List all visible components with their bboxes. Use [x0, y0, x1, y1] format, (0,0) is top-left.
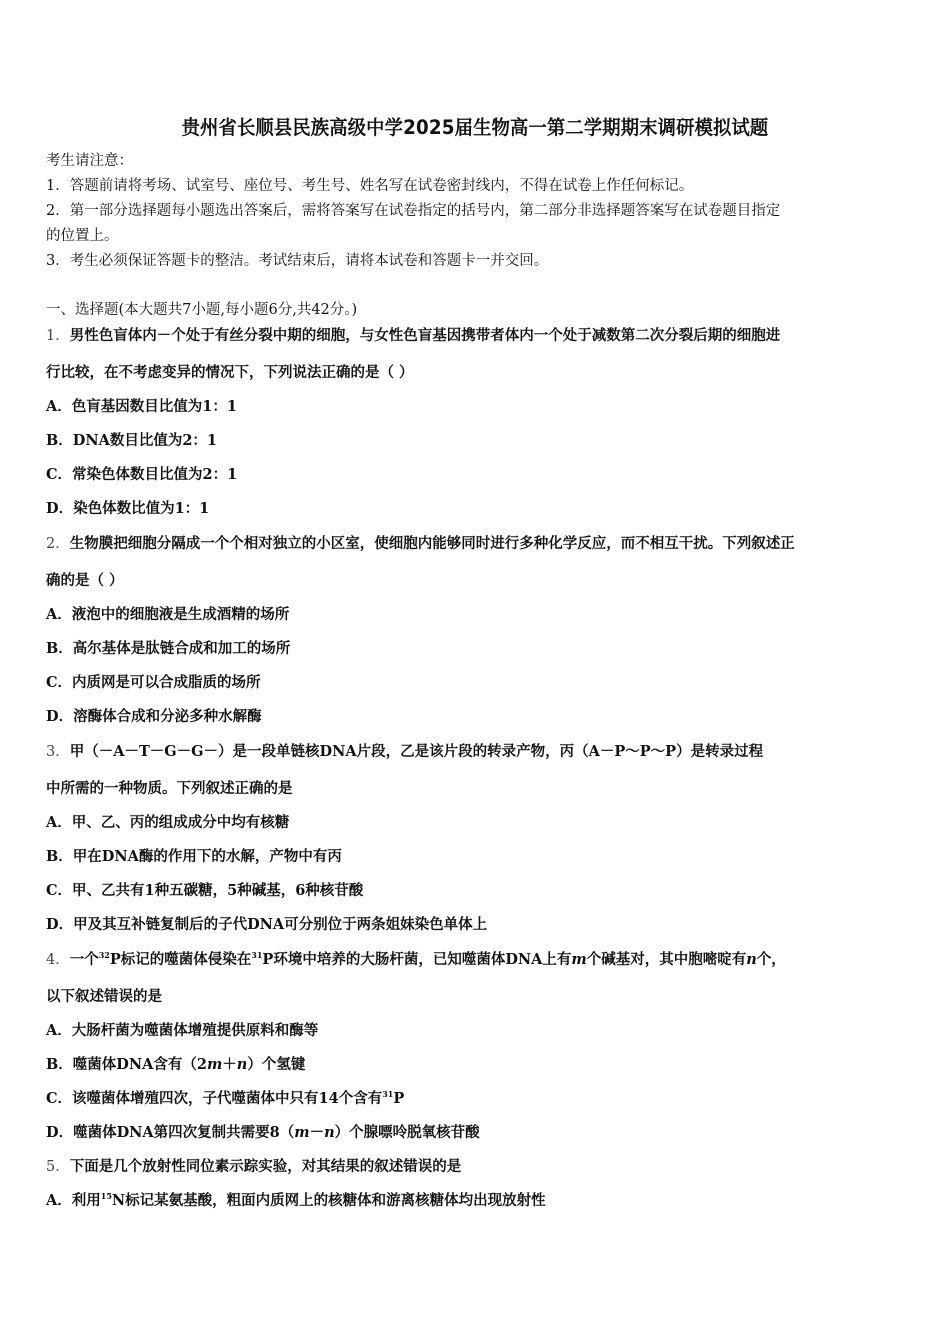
question-5-number: 5． [46, 1159, 70, 1175]
question-3-option-d: D．甲及其互补链复制后的子代DNA可分别位于两条姐妹染色单体上 [46, 916, 488, 933]
variable-m: m [571, 951, 587, 968]
question-4-text-c: P环境中培养的大肠杆菌，已知噬菌体DNA上有 [262, 951, 572, 968]
question-1-stem-line1: 男性色盲体内－个处于有丝分裂中期的细胞，与女性色盲基因携带者体内一个处于减数第二次分裂后期的细胞进 [69, 327, 781, 344]
question-1-option-b: B．DNA数目比值为2：1 [46, 432, 218, 449]
option-d-text-pre: D．噬菌体DNA第四次复制共需要8（ [46, 1124, 295, 1141]
question-4-option-a: A．大肠杆菌为噬菌体增殖提供原料和酶等 [46, 1022, 319, 1039]
question-3-option-c: C．甲、乙共有1种五碳糖，5种碱基，6种核苷酸 [46, 882, 364, 899]
question-1-number: 1． [46, 328, 70, 344]
question-4-stem-line2: 以下叙述错误的是 [46, 988, 162, 1005]
question-4-text-d: 个碱基对，其中胞嘧啶有 [586, 951, 747, 968]
question-1-option-c: C．常染色体数目比值为2：1 [46, 466, 238, 483]
question-4-text-a: 一个 [69, 951, 99, 968]
option-c-text-pre: C．该噬菌体增殖四次，子代噬菌体中只有14个含有 [46, 1090, 383, 1107]
question-1-stem-line2: 行比较，在不考虑变异的情况下，下列说法正确的是（ ） [46, 364, 414, 381]
option-a-text-post: N标记某氨基酸，粗面内质网上的核糖体和游离核糖体均出现放射性 [111, 1192, 546, 1209]
option-a-text-pre: A．利用 [46, 1192, 101, 1209]
question-1-option-d: D．染色体数比值为1：1 [46, 500, 210, 517]
option-b-text-post: ）个氢键 [247, 1056, 306, 1073]
question-2-stem-line1: 生物膜把细胞分隔成一个个相对独立的小区室，使细胞内能够同时进行多种化学反应，而不相互干扰。下列叙述正 [69, 535, 795, 552]
isotope-superscript: 31 [251, 950, 263, 960]
question-2-number: 2． [46, 536, 70, 552]
variable-n: n [236, 1056, 248, 1073]
question-2-option-a: A．液泡中的细胞液是生成酒精的场所 [46, 606, 290, 623]
variable-n: n [324, 1124, 335, 1141]
question-4-option-b [46, 1055, 305, 1075]
question-1-stem [46, 326, 780, 346]
isotope-superscript: 32 [98, 950, 110, 960]
question-2-option-d: D．溶酶体合成和分泌多种水解酶 [46, 708, 262, 725]
question-4-text-e: 个， [756, 951, 786, 968]
question-3-number: 3． [46, 744, 70, 760]
question-4-option-d [46, 1123, 480, 1143]
question-5-stem-line1: 下面是几个放射性同位素示踪实验，对其结果的叙述错误的是 [69, 1158, 462, 1175]
page-title: 贵州省长顺县民族高级中学2025届生物高一第二学期期末调研模拟试题 [181, 116, 769, 139]
option-b-operator: ＋ [222, 1056, 237, 1073]
notice-item-2: 2．第一部分选择题每小题选出答案后，需将答案写在试卷指定的括号内，第二部分非选择题答案写在试卷题目指定 [46, 203, 781, 219]
option-b-text-pre: B．噬菌体DNA含有（2 [46, 1056, 207, 1073]
option-c-text-post: P [393, 1090, 405, 1107]
question-4-option-c [46, 1089, 404, 1109]
notice-item-1: 1．答题前请将考场、试室号、座位号、考生号、姓名写在试卷密封线内，不得在试卷上作任何标记。 [46, 178, 694, 194]
question-2-option-c: C．内质网是可以合成脂质的场所 [46, 674, 261, 691]
variable-n: n [746, 951, 757, 968]
question-3-stem-line2: 中所需的一种物质。下列叙述正确的是 [46, 780, 293, 797]
question-2-option-b: B．高尔基体是肽链合成和加工的场所 [46, 640, 291, 657]
question-5-option-a [46, 1191, 546, 1211]
question-3-stem-line1: 甲（－A－T－G－G－）是一段单链核DNA片段，乙是该片段的转录产物，丙（A－P～P～P）是转录过程 [69, 743, 764, 760]
variable-m: m [206, 1056, 223, 1073]
question-4-stem [46, 950, 786, 970]
question-3-stem [46, 742, 763, 762]
question-2-stem-line2: 确的是（ ） [46, 572, 124, 589]
question-4-number: 4． [46, 952, 70, 968]
question-1-option-a: A．色肓基因数目比值为1：1 [46, 398, 237, 415]
section-heading: 一、选择题(本大题共7小题,每小题6分,共42分。) [46, 302, 358, 318]
notice-item-3: 3．考生必须保证答题卡的整洁。考试结束后，请将本试卷和答题卡一并交回。 [46, 253, 549, 269]
question-2-stem [46, 534, 795, 554]
option-d-text-post: ）个腺嘌呤脱氧核苷酸 [334, 1124, 480, 1141]
question-3-option-a: A．甲、乙、丙的组成成分中均有核糖 [46, 814, 290, 831]
variable-m: m [294, 1124, 310, 1141]
question-3-option-b: B．甲在DNA酶的作用下的水解，产物中有丙 [46, 848, 342, 865]
notice-item-2-cont: 的位置上。 [46, 228, 119, 244]
isotope-superscript: 15 [100, 1191, 112, 1201]
option-d-operator: － [309, 1124, 325, 1141]
question-5-stem [46, 1157, 461, 1177]
isotope-superscript: 31 [382, 1089, 394, 1099]
question-4-text-b: P标记的噬菌体侵染在 [109, 951, 252, 968]
notice-heading: 考生请注意： [46, 153, 133, 169]
